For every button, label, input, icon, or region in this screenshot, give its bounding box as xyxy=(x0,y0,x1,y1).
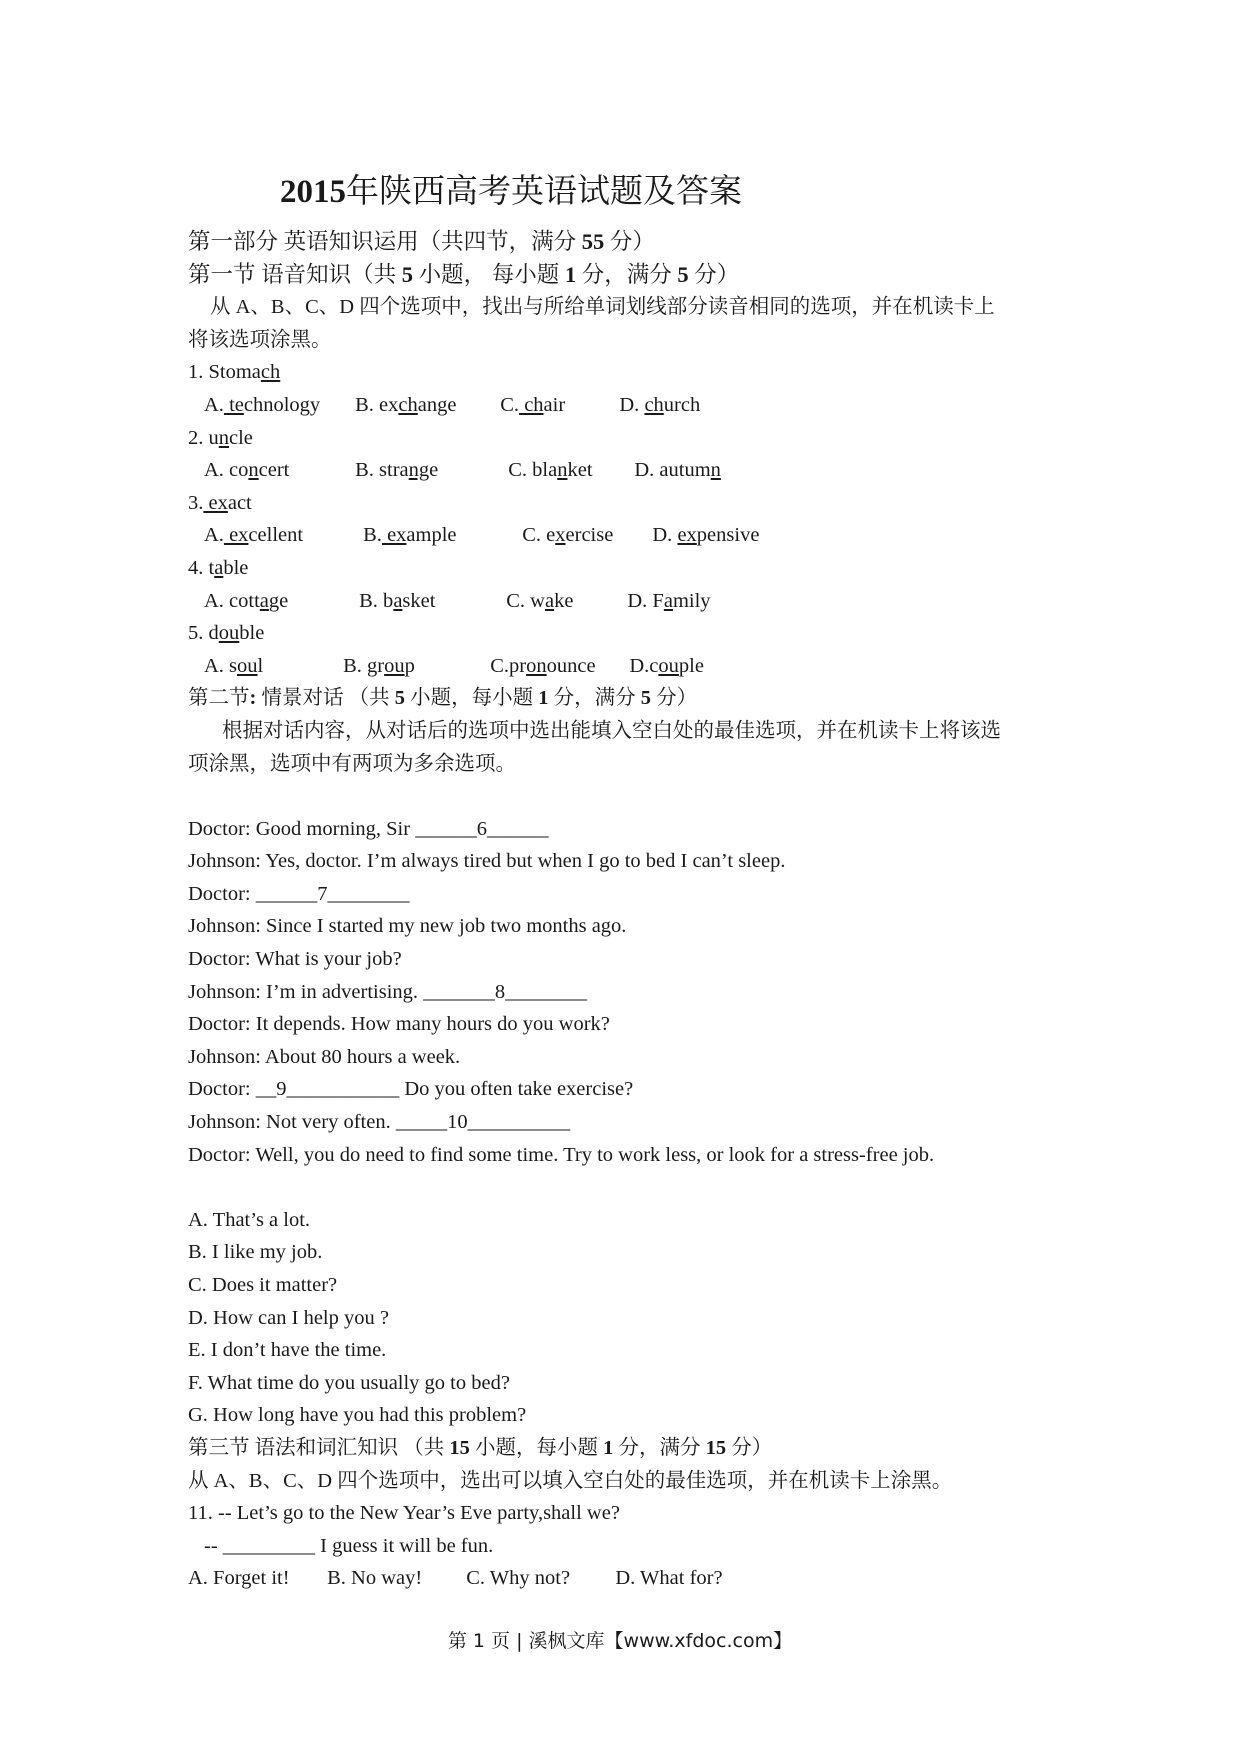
section2-heading: 第二节: 情景对话 （共 5 小题，每小题 1 分，满分 5 分） xyxy=(188,687,698,710)
q1-option-b: B. exchange xyxy=(355,393,457,416)
q11-option-b: B. No way! xyxy=(327,1567,423,1590)
part1-heading-end: 分） xyxy=(604,229,655,254)
dialogue-option: A. That’s a lot. xyxy=(188,1208,311,1231)
dialogue-line: Doctor: Good morning, Sir ______6______ xyxy=(188,817,549,840)
dialogue-line: Johnson: Since I started my new job two months ago. xyxy=(188,915,627,938)
dialogue-line: Doctor: Well, you do need to find some time. Try to work less, or look for a stress-free job. xyxy=(188,1143,935,1166)
q2-option-a: A. concert xyxy=(204,459,290,482)
question-1-options xyxy=(188,389,1068,422)
q1-word-pre: 1. Stoma xyxy=(188,361,261,384)
section1-heading xyxy=(188,259,1068,292)
q4-option-b: B. basket xyxy=(359,589,436,612)
q5-option-a: A. soul xyxy=(204,654,264,677)
dialogue-line: Johnson: About 80 hours a week. xyxy=(188,1045,461,1068)
q11-option-c: C. Why not? xyxy=(466,1567,571,1590)
q4-option-d: D. Family xyxy=(627,589,711,612)
dialogue-option: F. What time do you usually go to bed? xyxy=(188,1371,510,1394)
page-footer: 第 1 页 | 溪枫文库【www.xfdoc.com】 xyxy=(447,1630,793,1652)
title-text: 年陕西高考英语试题及答案 xyxy=(346,174,742,210)
question-1 xyxy=(188,356,1068,389)
section1-heading-text: 第一节 语音知识（共 xyxy=(188,261,402,287)
question-5: 5. double xyxy=(188,622,265,645)
dialogue-option: C. Does it matter? xyxy=(188,1274,338,1296)
dialogue-line: Johnson: Yes, doctor. I’m always tired but when I go to bed I can’t sleep. xyxy=(188,850,786,873)
q1-option-c: C. chair xyxy=(500,393,566,416)
section3-instruction: 从 A、B、C、D 四个选项中，选出可以填入空白处的最佳选项，并在机读卡上涂黑。 xyxy=(188,1469,953,1492)
dialogue-line: Johnson: Not very often. _____10__________ xyxy=(188,1111,571,1134)
document-title xyxy=(280,170,742,214)
dialogue-option: D. How can I help you ? xyxy=(188,1306,389,1329)
q3-option-a: A. excellent xyxy=(204,524,304,547)
part1-heading-text: 第一部分 英语知识运用（共四节，满分 xyxy=(188,229,582,254)
part1-heading xyxy=(188,226,1068,259)
section1-heading-text-b: 小题， 每小题 xyxy=(413,261,565,287)
question-2: 2. uncle xyxy=(188,426,253,449)
dialogue-option: G. How long have you had this problem? xyxy=(188,1404,527,1427)
section3-heading: 第三节 语法和词汇知识 （共 15 小题，每小题 1 分，满分 15 分） xyxy=(188,1436,773,1459)
q5-option-c: C.pronounce xyxy=(490,654,596,677)
dialogue-options xyxy=(188,1204,1068,1432)
section1-heading-end: 分） xyxy=(688,261,740,287)
dialogue xyxy=(188,813,1068,1172)
dialogue-line: Doctor: What is your job? xyxy=(188,948,402,971)
q11-option-d: D. What for? xyxy=(615,1567,723,1590)
document-body xyxy=(188,226,1068,1595)
section1-heading-text-c: 分，满分 xyxy=(576,261,678,287)
q1-option-d: D. church xyxy=(619,393,701,416)
question-2-options xyxy=(188,454,1068,487)
section1-instruction-line2: 将该选项涂黑。 xyxy=(188,328,332,351)
q2-option-d: D. autumn xyxy=(634,459,721,482)
q1-option-a: A. technology xyxy=(204,393,321,416)
question-11-response: -- _________ I guess it will be fun. xyxy=(204,1534,494,1557)
q3-option-b: B. example xyxy=(363,524,457,547)
section1-total: 5 xyxy=(677,261,689,287)
q5-option-b: B. group xyxy=(343,654,415,677)
dialogue-line: Doctor: __9___________ Do you often take exercise? xyxy=(188,1078,634,1101)
question-3: 3. exact xyxy=(188,491,252,514)
dialogue-line: Doctor: It depends. How many hours do you work? xyxy=(188,1013,610,1036)
question-4-options xyxy=(188,585,1068,618)
q3-option-d: D. expensive xyxy=(652,524,760,547)
section1-instruction-line1: 从 A、B、C、D 四个选项中，找出与所给单词划线部分读音相同的选项，并在机读卡上 xyxy=(210,296,995,319)
question-5-options xyxy=(188,650,1068,683)
section1-count: 5 xyxy=(401,261,414,287)
question-4: 4. table xyxy=(188,556,249,579)
q1-word-underline: ch xyxy=(260,361,281,384)
question-11-options xyxy=(188,1562,1068,1595)
section2-instruction-line2: 项涂黑，选项中有两项为多余选项。 xyxy=(188,752,516,775)
dialogue-line: Doctor: ______7________ xyxy=(188,882,410,905)
q4-option-c: C. wake xyxy=(506,589,574,612)
q11-option-a: A. Forget it! xyxy=(188,1567,290,1590)
question-3-options xyxy=(188,519,1068,552)
dialogue-option: E. I don’t have the time. xyxy=(188,1339,387,1362)
spacer xyxy=(188,1171,1068,1204)
q3-option-c: C. exercise xyxy=(522,524,614,547)
section1-per-score: 1 xyxy=(564,261,577,287)
question-11: 11. -- Let’s go to the New Year’s Eve party,shall we? xyxy=(188,1502,620,1525)
title-year: 2015 xyxy=(280,174,346,210)
section2-instruction-line1: 根据对话内容，从对话后的选项中选出能填入空白处的最佳选项，并在机读卡上将该选 xyxy=(222,719,1001,742)
q5-option-d: D.couple xyxy=(629,654,704,677)
spacer xyxy=(188,780,1068,813)
q2-option-b: B. strange xyxy=(355,459,439,482)
q4-option-a: A. cottage xyxy=(204,589,289,612)
q2-option-c: C. blanket xyxy=(508,459,593,482)
dialogue-option: B. I like my job. xyxy=(188,1241,323,1264)
part1-score: 55 xyxy=(581,229,605,254)
dialogue-line: Johnson: I’m in advertising. _______8________ xyxy=(188,980,588,1003)
